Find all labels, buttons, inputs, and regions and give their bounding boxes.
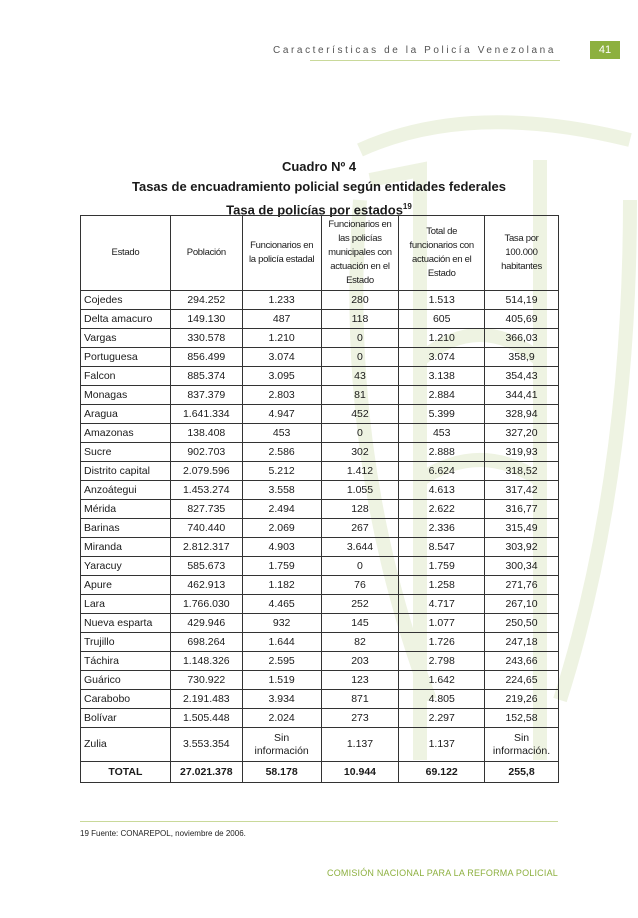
cell-estadal: 2.803 xyxy=(242,386,321,405)
cell-estado: Monagas xyxy=(81,386,171,405)
cell-poblacion: 837.379 xyxy=(170,386,242,405)
total-poblacion: 27.021.378 xyxy=(170,762,242,783)
table-row xyxy=(81,728,559,762)
footnote-divider xyxy=(80,821,558,822)
total-tasa: 255,8 xyxy=(485,762,559,783)
cell-tasa: 514,19 xyxy=(485,291,559,310)
cell-estadal: 453 xyxy=(242,424,321,443)
cell-poblacion: 1.641.334 xyxy=(170,405,242,424)
cell-municipales: 123 xyxy=(321,671,399,690)
cell-total: 6.624 xyxy=(399,462,485,481)
table-row xyxy=(81,709,559,728)
cell-tasa: 366,03 xyxy=(485,329,559,348)
cell-poblacion: 3.553.354 xyxy=(170,728,242,762)
cell-total: 4.717 xyxy=(399,595,485,614)
cell-municipales: 1.412 xyxy=(321,462,399,481)
cell-municipales: 43 xyxy=(321,367,399,386)
table-row xyxy=(81,595,559,614)
table-row xyxy=(81,443,559,462)
table-row xyxy=(81,405,559,424)
total-funcionarios: 69.122 xyxy=(399,762,485,783)
cell-tasa: 243,66 xyxy=(485,652,559,671)
cell-estado: Cojedes xyxy=(81,291,171,310)
cell-municipales: 0 xyxy=(321,348,399,367)
cell-total: 1.258 xyxy=(399,576,485,595)
cell-estado: Barinas xyxy=(81,519,171,538)
cell-poblacion: 149.130 xyxy=(170,310,242,329)
cell-total: 5.399 xyxy=(399,405,485,424)
col-header-poblacion: Población xyxy=(170,216,242,291)
cell-tasa: 250,50 xyxy=(485,614,559,633)
cell-poblacion: 885.374 xyxy=(170,367,242,386)
cell-estadal: 4.903 xyxy=(242,538,321,557)
cell-estadal: 1.182 xyxy=(242,576,321,595)
cell-municipales: 82 xyxy=(321,633,399,652)
cell-municipales: 3.644 xyxy=(321,538,399,557)
cell-poblacion: 1.148.326 xyxy=(170,652,242,671)
cell-tasa: 315,49 xyxy=(485,519,559,538)
cell-estadal: 2.494 xyxy=(242,500,321,519)
cell-total: 1.137 xyxy=(399,728,485,762)
cell-estadal: 3.934 xyxy=(242,690,321,709)
cell-total: 2.336 xyxy=(399,519,485,538)
cell-estadal: Sin información xyxy=(242,728,321,762)
cell-municipales: 128 xyxy=(321,500,399,519)
cell-estadal: 1.759 xyxy=(242,557,321,576)
table-row xyxy=(81,367,559,386)
cell-poblacion: 294.252 xyxy=(170,291,242,310)
cell-total: 3.138 xyxy=(399,367,485,386)
cell-tasa: 319,93 xyxy=(485,443,559,462)
table-row xyxy=(81,519,559,538)
cell-tasa: 224,65 xyxy=(485,671,559,690)
cell-estadal: 2.586 xyxy=(242,443,321,462)
cell-estado: Distrito capital xyxy=(81,462,171,481)
cell-tasa: 152,58 xyxy=(485,709,559,728)
page-number-badge: 41 xyxy=(590,41,620,59)
cell-municipales: 145 xyxy=(321,614,399,633)
cell-municipales: 1.055 xyxy=(321,481,399,500)
table-row xyxy=(81,614,559,633)
cell-total: 605 xyxy=(399,310,485,329)
header-divider xyxy=(310,60,560,61)
total-estadal: 58.178 xyxy=(242,762,321,783)
cell-municipales: 252 xyxy=(321,595,399,614)
cell-tasa: 344,41 xyxy=(485,386,559,405)
cell-estadal: 4.465 xyxy=(242,595,321,614)
table-row xyxy=(81,481,559,500)
cell-municipales: 267 xyxy=(321,519,399,538)
cell-estado: Lara xyxy=(81,595,171,614)
table-row xyxy=(81,386,559,405)
cell-poblacion: 462.913 xyxy=(170,576,242,595)
col-header-policias-municipales: Funcionarios en las policías municipales con actuación en el Estado xyxy=(321,216,399,291)
cell-estado: Miranda xyxy=(81,538,171,557)
table-row xyxy=(81,424,559,443)
cell-poblacion: 2.191.483 xyxy=(170,690,242,709)
cell-total: 1.642 xyxy=(399,671,485,690)
cell-poblacion: 698.264 xyxy=(170,633,242,652)
cell-estadal: 1.519 xyxy=(242,671,321,690)
cell-total: 2.888 xyxy=(399,443,485,462)
police-rate-table xyxy=(80,215,559,783)
col-header-total-funcionarios: Total de funcionarios con actuación en el Estado xyxy=(399,216,485,291)
cell-estado: Vargas xyxy=(81,329,171,348)
cell-municipales: 302 xyxy=(321,443,399,462)
table-row xyxy=(81,291,559,310)
table-row xyxy=(81,671,559,690)
cell-estadal: 3.074 xyxy=(242,348,321,367)
cell-tasa: 318,52 xyxy=(485,462,559,481)
cell-estadal: 1.233 xyxy=(242,291,321,310)
table-row xyxy=(81,690,559,709)
cell-total: 1.210 xyxy=(399,329,485,348)
cell-estadal: 2.595 xyxy=(242,652,321,671)
cell-total: 1.077 xyxy=(399,614,485,633)
cell-tasa: 405,69 xyxy=(485,310,559,329)
cell-poblacion: 138.408 xyxy=(170,424,242,443)
cell-municipales: 273 xyxy=(321,709,399,728)
cell-municipales: 76 xyxy=(321,576,399,595)
cell-tasa: 354,43 xyxy=(485,367,559,386)
cell-poblacion: 1.505.448 xyxy=(170,709,242,728)
cell-municipales: 0 xyxy=(321,557,399,576)
total-label: TOTAL xyxy=(81,762,171,783)
cell-tasa: 271,76 xyxy=(485,576,559,595)
cell-estado: Falcon xyxy=(81,367,171,386)
cell-total: 3.074 xyxy=(399,348,485,367)
cell-poblacion: 2.812.317 xyxy=(170,538,242,557)
cell-municipales: 0 xyxy=(321,424,399,443)
table-row xyxy=(81,310,559,329)
cell-municipales: 280 xyxy=(321,291,399,310)
table-caption-subtitle: Tasa de policías por estados$^{19}$ xyxy=(226,202,412,218)
cell-municipales: 81 xyxy=(321,386,399,405)
cell-total: 1.726 xyxy=(399,633,485,652)
cell-tasa: 317,42 xyxy=(485,481,559,500)
cell-estado: Guárico xyxy=(81,671,171,690)
cell-estado: Amazonas xyxy=(81,424,171,443)
cell-estado: Nueva esparta xyxy=(81,614,171,633)
cell-estadal: 5.212 xyxy=(242,462,321,481)
cell-municipales: 118 xyxy=(321,310,399,329)
cell-total: 2.622 xyxy=(399,500,485,519)
cell-total: 1.513 xyxy=(399,291,485,310)
table-row xyxy=(81,557,559,576)
cell-estado: Yaracuy xyxy=(81,557,171,576)
cell-total: 2.297 xyxy=(399,709,485,728)
table-header-row xyxy=(81,216,559,291)
cell-estadal: 3.095 xyxy=(242,367,321,386)
table-row xyxy=(81,329,559,348)
cell-poblacion: 330.578 xyxy=(170,329,242,348)
cell-municipales: 203 xyxy=(321,652,399,671)
cell-estadal: 3.558 xyxy=(242,481,321,500)
footnote-ref: 19 xyxy=(402,202,412,211)
cell-total: 4.613 xyxy=(399,481,485,500)
cell-estado: Trujillo xyxy=(81,633,171,652)
table-title-block xyxy=(80,157,558,220)
cell-municipales: 1.137 xyxy=(321,728,399,762)
table-row xyxy=(81,462,559,481)
cell-poblacion: 585.673 xyxy=(170,557,242,576)
table-row xyxy=(81,652,559,671)
cell-estado: Aragua xyxy=(81,405,171,424)
cell-tasa: 328,94 xyxy=(485,405,559,424)
cell-total: 2.798 xyxy=(399,652,485,671)
cell-tasa: 219,26 xyxy=(485,690,559,709)
cell-estadal: 2.069 xyxy=(242,519,321,538)
cell-poblacion: 2.079.596 xyxy=(170,462,242,481)
cell-tasa: 358,9 xyxy=(485,348,559,367)
table-caption-title: Tasas de encuadramiento policial según entidades federales xyxy=(132,179,506,194)
cell-estadal: 1.644 xyxy=(242,633,321,652)
col-header-estado: Estado xyxy=(81,216,171,291)
table-caption-number: Cuadro Nº 4 xyxy=(281,159,357,174)
cell-total: 2.884 xyxy=(399,386,485,405)
footer-brand: COMISIÓN NACIONAL PARA LA REFORMA POLICIAL xyxy=(327,868,558,878)
cell-estado: Mérida xyxy=(81,500,171,519)
cell-estado: Delta amacuro xyxy=(81,310,171,329)
cell-estado: Apure xyxy=(81,576,171,595)
cell-estadal: 4.947 xyxy=(242,405,321,424)
cell-poblacion: 429.946 xyxy=(170,614,242,633)
table-row xyxy=(81,576,559,595)
col-header-tasa: Tasa por 100.000 habitantes xyxy=(485,216,559,291)
cell-estado: Bolívar xyxy=(81,709,171,728)
cell-estado: Sucre xyxy=(81,443,171,462)
table-row xyxy=(81,633,559,652)
col-header-policia-estadal: Funcionarios en la policía estadal xyxy=(242,216,321,291)
running-header: Características de la Policía Venezolana xyxy=(273,45,556,56)
cell-estado: Táchira xyxy=(81,652,171,671)
cell-total: 1.759 xyxy=(399,557,485,576)
cell-poblacion: 740.440 xyxy=(170,519,242,538)
cell-poblacion: 1.453.274 xyxy=(170,481,242,500)
cell-municipales: 452 xyxy=(321,405,399,424)
cell-tasa: 267,10 xyxy=(485,595,559,614)
cell-tasa: Sin información. xyxy=(485,728,559,762)
table-row xyxy=(81,348,559,367)
footnote: 19 Fuente: CONAREPOL, noviembre de 2006. xyxy=(80,829,246,838)
table-row xyxy=(81,500,559,519)
cell-poblacion: 730.922 xyxy=(170,671,242,690)
cell-total: 453 xyxy=(399,424,485,443)
cell-tasa: 327,20 xyxy=(485,424,559,443)
cell-tasa: 316,77 xyxy=(485,500,559,519)
cell-estadal: 2.024 xyxy=(242,709,321,728)
cell-total: 8.547 xyxy=(399,538,485,557)
cell-total: 4.805 xyxy=(399,690,485,709)
cell-tasa: 303,92 xyxy=(485,538,559,557)
cell-municipales: 0 xyxy=(321,329,399,348)
cell-poblacion: 856.499 xyxy=(170,348,242,367)
cell-estado: Carabobo xyxy=(81,690,171,709)
cell-poblacion: 902.703 xyxy=(170,443,242,462)
cell-estado: Portuguesa xyxy=(81,348,171,367)
cell-estado: Zulia xyxy=(81,728,171,762)
cell-estado: Anzoátegui xyxy=(81,481,171,500)
cell-tasa: 247,18 xyxy=(485,633,559,652)
cell-poblacion: 1.766.030 xyxy=(170,595,242,614)
cell-poblacion: 827.735 xyxy=(170,500,242,519)
cell-estadal: 487 xyxy=(242,310,321,329)
cell-estadal: 1.210 xyxy=(242,329,321,348)
table-row xyxy=(81,538,559,557)
total-municipales: 10.944 xyxy=(321,762,399,783)
cell-tasa: 300,34 xyxy=(485,557,559,576)
cell-municipales: 871 xyxy=(321,690,399,709)
table-total-row xyxy=(81,762,559,783)
cell-estadal: 932 xyxy=(242,614,321,633)
